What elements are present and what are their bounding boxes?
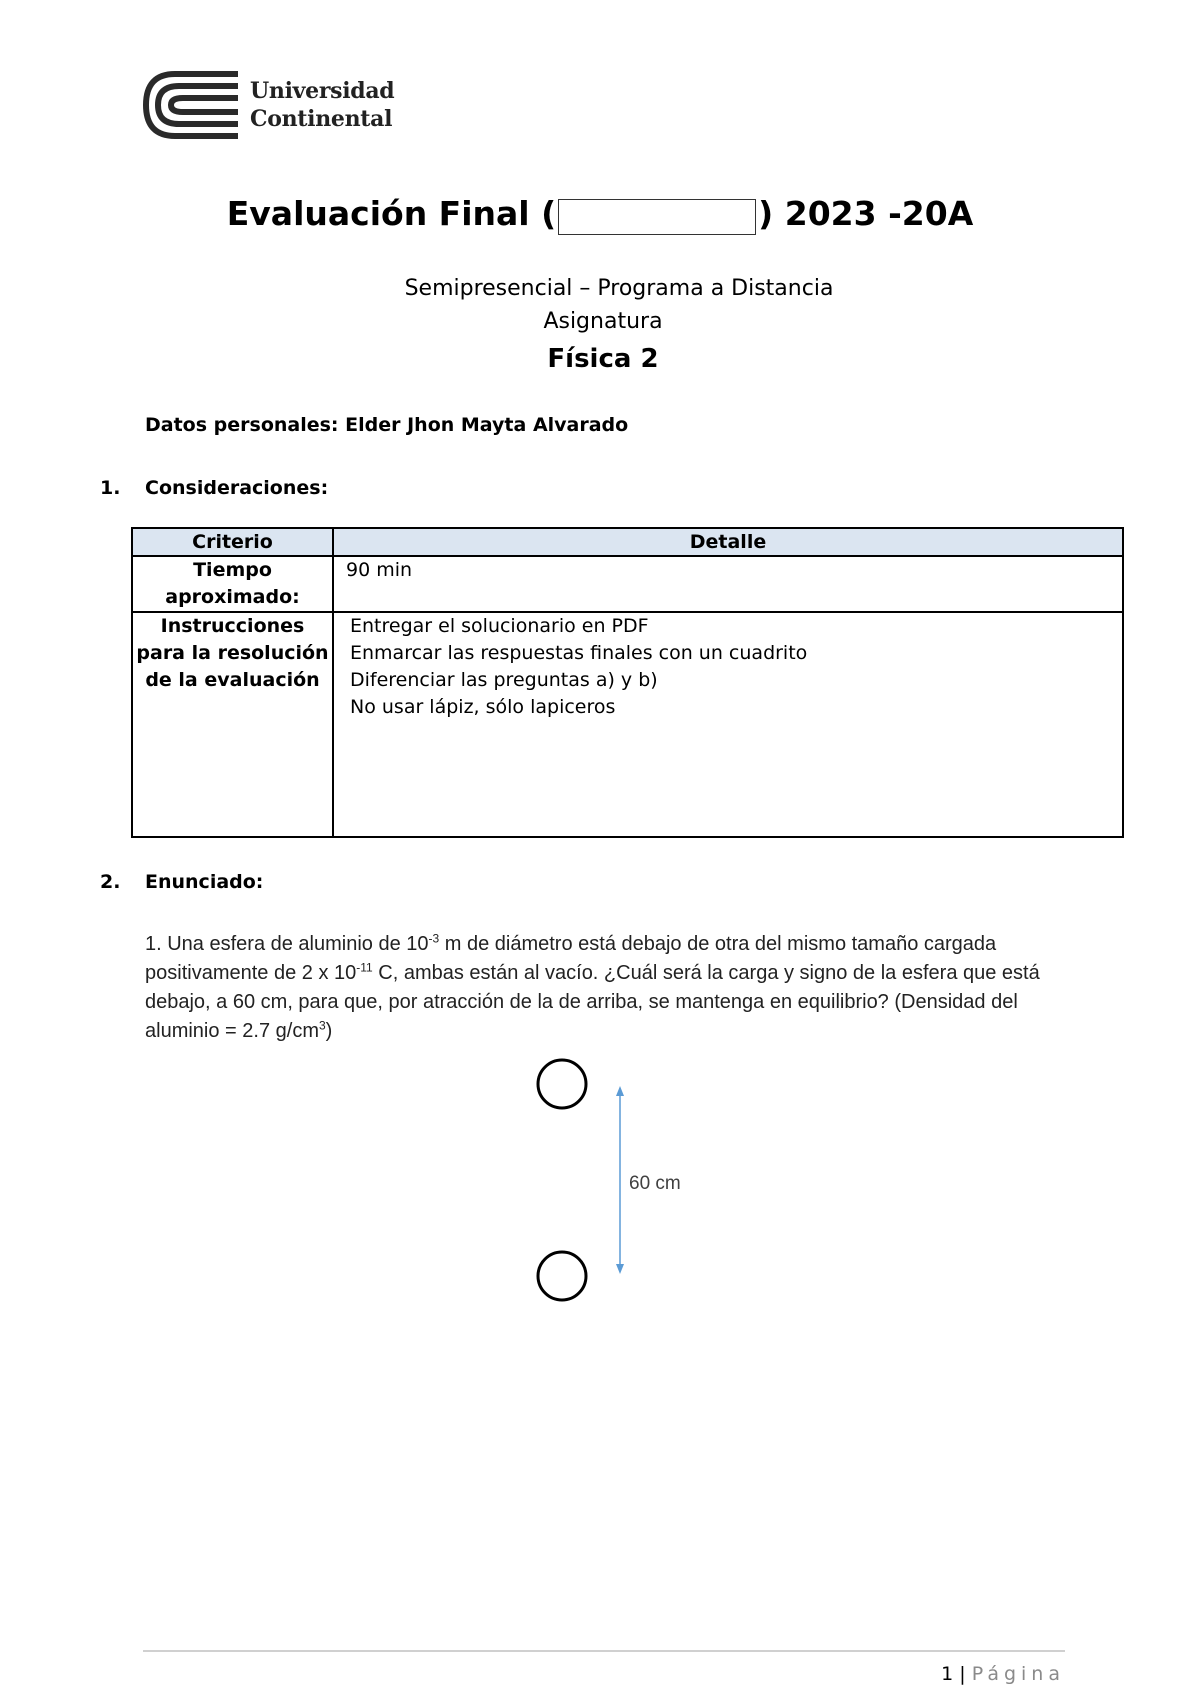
exponent: -11 (356, 960, 373, 975)
arrow-head-down (616, 1264, 624, 1274)
logo-text-line1: Universidad (250, 78, 395, 104)
footer-separator: | (959, 1663, 966, 1685)
section-number: 1. (100, 477, 121, 499)
university-logo (143, 70, 393, 140)
subject-label: Asignatura (543, 309, 663, 334)
personal-data: Datos personales: Elder Jhon Mayta Alvarado (145, 414, 629, 436)
table-header-criterion: Criterio (132, 528, 333, 556)
instruction-item: Enmarcar las respuestas finales con un cuadrito (350, 642, 808, 664)
problem-text: 1. Una esfera de aluminio de 10 (145, 933, 429, 955)
table-row (132, 612, 1123, 837)
instruction-item: Diferenciar las preguntas a) y b) (350, 669, 658, 691)
instruction-item: Entregar el solucionario en PDF (350, 615, 649, 637)
table-row (132, 556, 1123, 612)
modality-text: Semipresencial – Programa a Distancia (404, 276, 834, 301)
table-header-detail: Detalle (333, 528, 1123, 556)
page-label: Página (971, 1663, 1065, 1685)
page-number: 1 (941, 1663, 954, 1685)
section-considerations (100, 477, 500, 503)
exponent: 3 (318, 1018, 326, 1033)
page-title (0, 194, 1200, 235)
logo-emblem-icon (143, 70, 243, 140)
problem-text: m de diámetro está debajo de otra del mismo tamaño cargada positivamente de 2 x 10 (145, 933, 997, 984)
distance-label: 60 cm (629, 1173, 681, 1194)
section-number: 2. (100, 871, 121, 893)
problem-text: ) (325, 1020, 333, 1042)
detail-line: 90 min (346, 559, 413, 581)
title-prefix: Evaluación Final ( (226, 194, 557, 233)
logo-text-line2: Continental (250, 106, 393, 132)
distance-arrow (616, 1086, 624, 1274)
section-statement (100, 871, 500, 897)
course-name: Física 2 (547, 344, 659, 374)
arrow-head-up (616, 1086, 624, 1096)
detail-cell (333, 556, 1123, 612)
criteria-table (131, 527, 1124, 838)
page-footer (900, 1663, 1065, 1685)
instruction-item: No usar lápiz, sólo lapiceros (350, 696, 616, 718)
criterion-cell: Tiempo aproximado: (132, 556, 333, 612)
upper-sphere (538, 1060, 586, 1108)
exponent: -3 (428, 931, 440, 946)
problem-statement (145, 930, 1065, 1046)
lower-sphere (538, 1252, 586, 1300)
detail-cell (333, 612, 1123, 837)
problem-text: C, ambas están al vacío. ¿Cuál será la carga y signo de la esfera que está debajo, a 60 cm, para que, por atracción de la de arriba, se mantenga en equilibrio? (Densidad del aluminio = 2.7 g/cm (145, 962, 1040, 1042)
footer-divider (143, 1650, 1065, 1652)
title-blank-field (558, 199, 756, 235)
criterion-cell: Instrucciones para la resolución de la evaluación (132, 612, 333, 837)
section-label: Consideraciones: (145, 477, 329, 499)
section-label: Enunciado: (145, 871, 264, 893)
title-suffix: ) 2023 -20A (758, 194, 974, 233)
spheres-diagram (520, 1050, 720, 1310)
